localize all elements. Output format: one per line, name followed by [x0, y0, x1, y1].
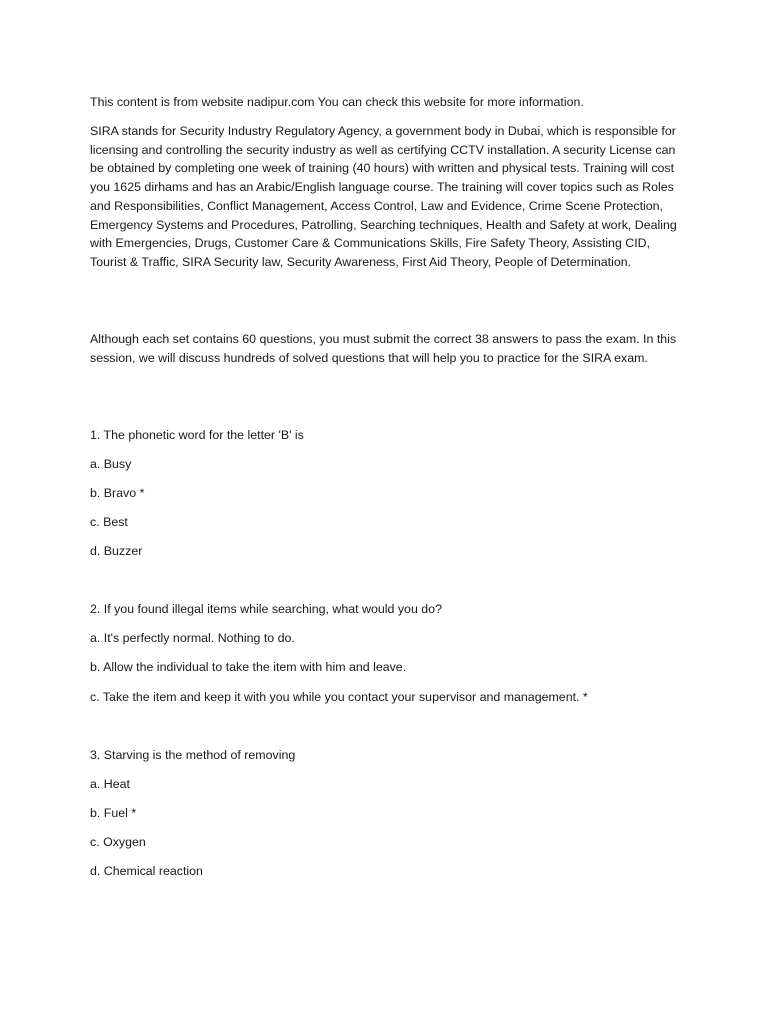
question-2-option-c: c. Take the item and keep it with you while you contact your supervisor and management. * — [90, 690, 588, 704]
question-3-option-d: d. Chemical reaction — [90, 864, 203, 878]
question-2-option-a: a. It's perfectly normal. Nothing to do. — [90, 631, 295, 645]
question-1-option-a: a. Busy — [90, 457, 132, 471]
question-1-option-c: c. Best — [90, 515, 128, 529]
exam-paragraph: Although each set contains 60 questions, you must submit the correct 38 answers to pass the exam. In this session, we will discuss hundreds of solved questions that will help you to practice for the SIRA exam. — [90, 332, 677, 365]
source-note: This content is from website nadipur.com You can check this website for more information. — [90, 95, 584, 109]
question-1-option-b: b. Bravo * — [90, 486, 145, 500]
question-3: 3. Starving is the method of removing — [90, 748, 296, 762]
question-1-option-d: d. Buzzer — [90, 544, 143, 558]
question-2: 2. If you found illegal items while searching, what would you do? — [90, 602, 442, 616]
question-3-option-c: c. Oxygen — [90, 835, 146, 849]
question-1: 1. The phonetic word for the letter 'B' is — [90, 428, 304, 442]
question-3-option-b: b. Fuel * — [90, 806, 137, 820]
question-3-option-a: a. Heat — [90, 777, 130, 791]
question-2-option-b: b. Allow the individual to take the item with him and leave. — [90, 660, 407, 674]
intro-paragraph: SIRA stands for Security Industry Regulatory Agency, a government body in Dubai, which is responsible for licensing and controlling the security industry as well as certifying CCTV installation. A security License can be obtained by completing one week of training (40 hours) with written and physical tests. Training will cost you 1625 dirhams and has an Arabic/English language course. The training will cover topics such as Roles and Responsibilities, Conflict Management, Access Control, Law and Evidence, Crime Scene Protection, Emergency Systems and Procedures, Patrolling, Searching techniques, Health and Safety at work, Dealing with Emergencies, Drugs, Customer Care & Communications Skills, Fire Safety Theory, Assisting CID, Tourist & Traffic, SIRA Security law, Security Awareness, First Aid Theory, People of Determination. — [90, 124, 677, 269]
